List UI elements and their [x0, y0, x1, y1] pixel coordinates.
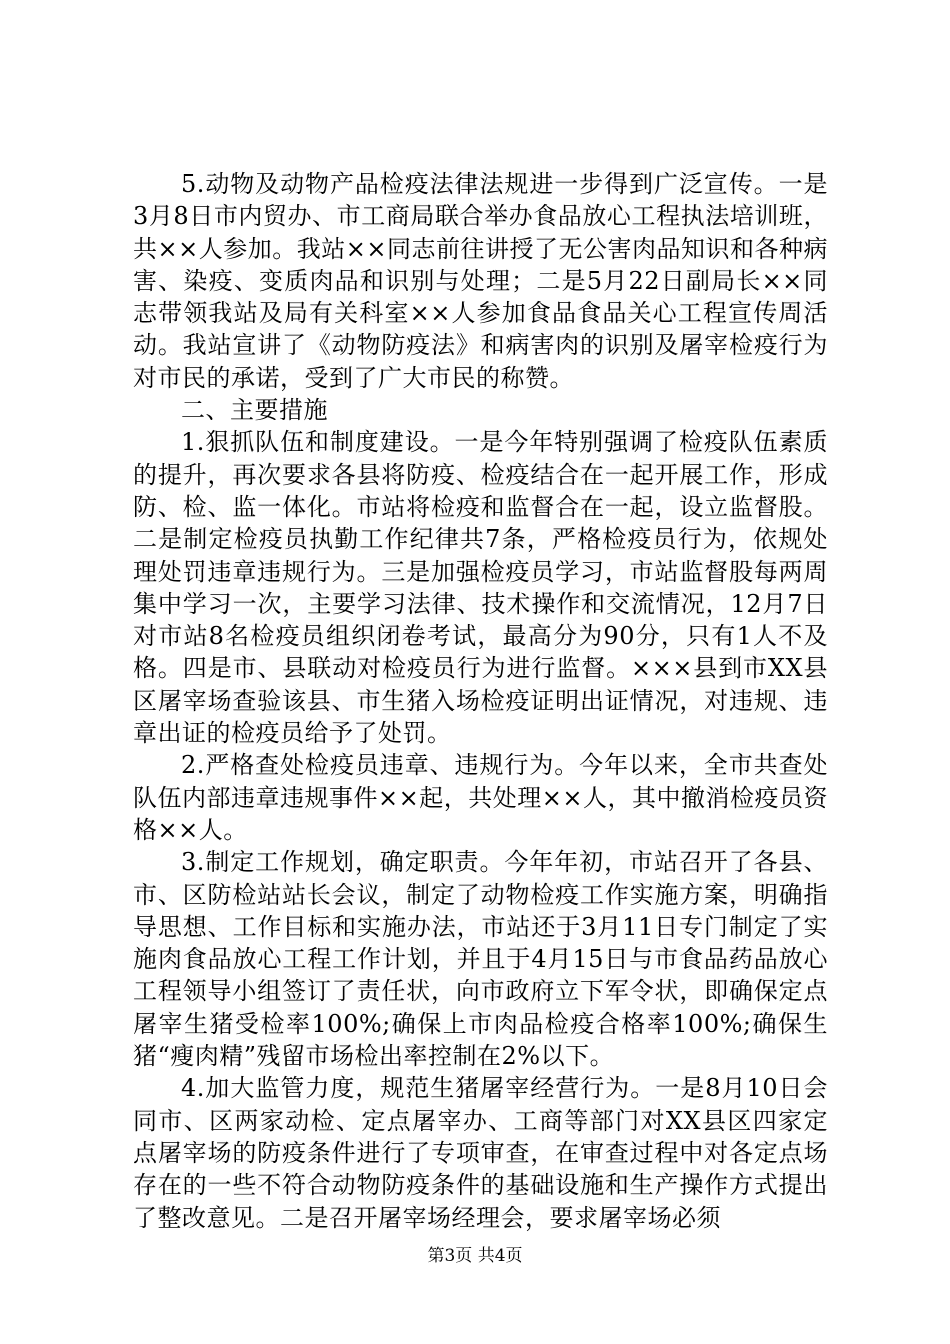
paragraph-violations: 2.严格查处检疫员违章、违规行为。今年以来，全市共查处队伍内部违章违规事件××起，共处理××人，其中撤消检疫员资格××人。 [133, 751, 828, 844]
paragraph-team-building: 1.狠抓队伍和制度建设。一是今年特别强调了检疫队伍素质的提升，再次要求各县将防疫、检疫结合在一起开展工作，形成防、检、监一体化。市站将检疫和监督合在一起，设立监督股。二是制定检疫员执勤工作纪律共7条，严格检疫员行为，依规处理处罚违章违规行为。三是加强检疫员学习，市站监督股每两周集中学习一次，主要学习法律、技术操作和交流情况，12月7日对市站8名检疫员组织闭卷考试，最高分为90分，只有1人不及格。四是市、县联动对检疫员行为进行监督。×××县到市XX县区屠宰场查验该县、市生猪入场检疫证明出证情况，对违规、违章出证的检疫员给予了处罚。 [133, 428, 828, 748]
paragraph-publicity: 5.动物及动物产品检疫法律法规进一步得到广泛宣传。一是3月8日市内贸办、市工商局联合举办食品放心工程执法培训班，共××人参加。我站××同志前往讲授了无公害肉品知识和各种病害、染疫、变质肉品和识别与处理；二是5月22日副局长××同志带领我站及局有关科室××人参加食品食品关心工程宣传周活动。我站宣讲了《动物防疫法》和病害肉的识别及屠宰检疫行为对市民的承诺，受到了广大市民的称赞。 [133, 170, 828, 392]
paragraph-supervision: 4.加大监管力度，规范生猪屠宰经营行为。一是8月10日会同市、区两家动检、定点屠宰办、工商等部门对XX县区四家定点屠宰场的防疫条件进行了专项审查，在审查过程中对各定点场存在的一些不符合动物防疫条件的基础设施和生产操作方式提出了整改意见。二是召开屠宰场经理会，要求屠宰场必须 [133, 1074, 828, 1232]
document-body [133, 168, 828, 1234]
page-number-footer: 第3页 共4页 [427, 1246, 523, 1266]
paragraph-work-plan: 3.制定工作规划，确定职责。今年年初，市站召开了各县、市、区防检站站长会议，制定了动物检疫工作实施方案，明确指导思想、工作目标和实施办法，市站还于3月11日专门制定了实施肉食品放心工程工作计划，并且于4月15日与市食品药品放心工程领导小组签订了责任状，向市政府立下军令状，即确保定点屠宰生猪受检率100%;确保上市肉品检疫合格率100%;确保生猪“瘦肉精”残留市场检出率控制在2%以下。 [133, 848, 828, 1071]
section-heading-main-measures: 二、主要措施 [181, 396, 328, 425]
